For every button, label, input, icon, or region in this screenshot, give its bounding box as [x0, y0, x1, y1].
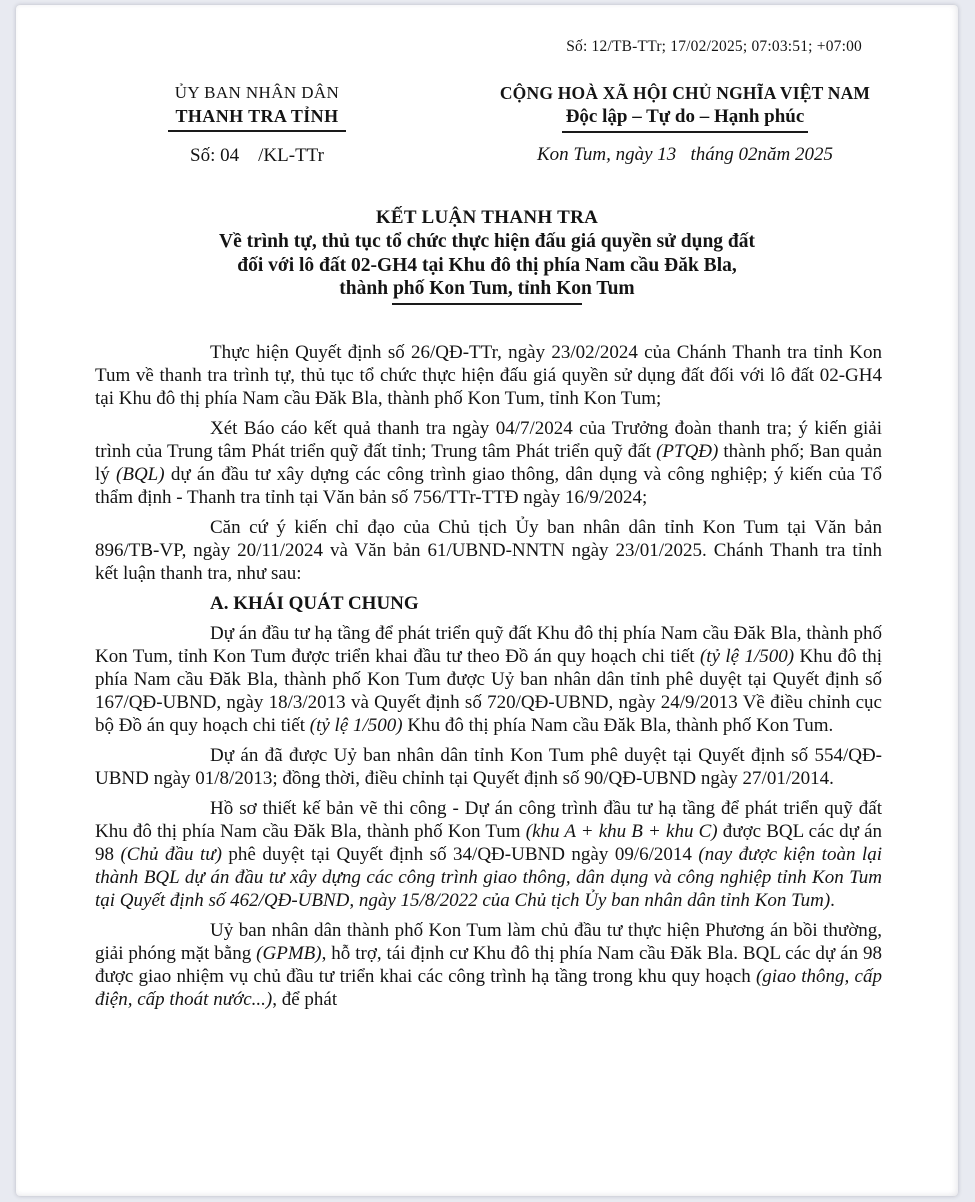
body-paragraph-4: Dự án đầu tư hạ tầng để phát triển quỹ đất Khu đô thị phía Nam cầu Đăk Bla, thành phố Kon Tum, tỉnh Kon Tum được triển khai đầu tư theo Đồ án quy hoạch chi tiết (tỷ lệ 1/500) Khu đô thị phía Nam cầu Đăk Bla, thành phố Kon Tum được Uỷ ban nhân dân tỉnh phê duyệt tại Quyết định số 167/QĐ-UBND, ngày 18/3/2013 và Quyết định số 720/QĐ-UBND, ngày 24/9/2013 Về điều chỉnh cục bộ Đồ án quy hoạch chi tiết (tỷ lệ 1/500) Khu đô thị phía Nam cầu Đăk Bla, thành phố Kon Tum. — [95, 622, 883, 736]
body-paragraph-6: Hồ sơ thiết kế bản vẽ thi công - Dự án công trình đầu tư hạ tầng để phát triển quỹ đất Khu đô thị phía Nam cầu Đăk Bla, thành phố Kon Tum (khu A + khu B + khu C) được BQL các dự án 98 (Chủ đầu tư) phê duyệt tại Quyết định số 34/QĐ-UBND ngày 09/6/2014 (nay được kiện toàn lại thành BQL dự án đầu tư xây dựng các công trình giao thông, dân dụng và công nghiệp tỉnh Kon Tum tại Quyết định số 462/QĐ-UBND, ngày 15/8/2022 của Chủ tịch Ủy ban nhân dân tỉnh Kon Tum). — [95, 797, 882, 911]
national-motto: Độc lập – Tự do – Hạnh phúc — [562, 104, 809, 133]
place-date-line: Kon Tum, ngày 13 tháng 02năm 2025 — [536, 144, 834, 165]
body-paragraph-2: Xét Báo cáo kết quả thanh tra ngày 04/7/2024 của Trưởng đoàn thanh tra; ý kiến giải trình của Trung tâm Phát triển quỹ đất tỉnh; Trung tâm Phát triển quỹ đất (PTQĐ) thành phố; Ban quản lý (BQL) dự án đầu tư xây dựng các công trình giao thông, dân dụng và công nghiệp; ý kiến của Tổ thẩm định - Thanh tra tỉnh tại Văn bản số 756/TTr-TTĐ ngày 16/9/2024; — [95, 417, 883, 508]
document-title-block — [16, 206, 958, 305]
national-header-block — [456, 82, 914, 167]
section-a-heading: A. KHÁI QUÁT CHUNG — [210, 592, 419, 614]
document-number: Số: 04 /KL-TTr — [190, 145, 324, 166]
body-paragraph-1: Thực hiện Quyết định số 26/QĐ-TTr, ngày 23/02/2024 của Chánh Thanh tra tỉnh Kon Tum về thanh tra trình tự, thủ tục tổ chức thực hiện đấu giá quyền sử dụng đất đối với lô đất 02-GH4 tại Khu đô thị phía Nam cầu Đăk Bla, thành phố Kon Tum, tỉnh Kon Tum; — [95, 341, 882, 409]
body-paragraph-7: Uỷ ban nhân dân thành phố Kon Tum làm chủ đầu tư thực hiện Phương án bồi thường, giải phóng mặt bằng (GPMB), hỗ trợ, tái định cư Khu đô thị phía Nam cầu Đăk Bla. BQL các dự án 98 được giao nhiệm vụ chủ đầu tư triển khai các công trình hạ tầng trong khu quy hoạch (giao thông, cấp điện, cấp thoát nước...), để phát — [95, 919, 883, 1010]
body-paragraph-5: Dự án đã được Uỷ ban nhân dân tỉnh Kon Tum phê duyệt tại Quyết định số 554/QĐ-UBND ngày 01/8/2013; đồng thời, điều chỉnh tại Quyết định số 90/QĐ-UBND ngày 27/01/2014. — [95, 744, 882, 789]
national-title: CỘNG HOÀ XÃ HỘI CHỦ NGHĨA VIỆT NAM — [499, 83, 871, 103]
issuing-agency-block — [101, 82, 413, 167]
document-page — [16, 5, 958, 1196]
body-paragraph-3: Căn cứ ý kiến chỉ đạo của Chủ tịch Ủy ban nhân dân tỉnh Kon Tum tại Văn bản 896/TB-VP, ngày 20/11/2024 và Văn bản 61/UBND-NNTN ngày 23/01/2025. Chánh Thanh tra tỉnh kết luận thanh tra, như sau: — [95, 516, 882, 584]
document-subtitle-line-2: đối với lô đất 02-GH4 tại Khu đô thị phía Nam cầu Đăk Bla, — [237, 254, 737, 276]
document-subtitle-line-3: thành phố Kon Tum, tỉnh Kon Tum — [339, 278, 635, 299]
agency-parent-name: ỦY BAN NHÂN DÂN — [174, 83, 340, 102]
title-underline-rule — [392, 303, 582, 305]
document-header — [16, 56, 958, 167]
scan-timestamp-line: Số: 12/TB-TTr; 17/02/2025; 07:03:51; +07:00 — [566, 38, 862, 55]
agency-name: THANH TRA TỈNH — [168, 104, 347, 132]
document-subtitle-line-1: Về trình tự, thủ tục tổ chức thực hiện đấu giá quyền sử dụng đất — [218, 231, 755, 252]
document-title: KẾT LUẬN THANH TRA — [375, 207, 599, 228]
document-body — [16, 341, 958, 1011]
